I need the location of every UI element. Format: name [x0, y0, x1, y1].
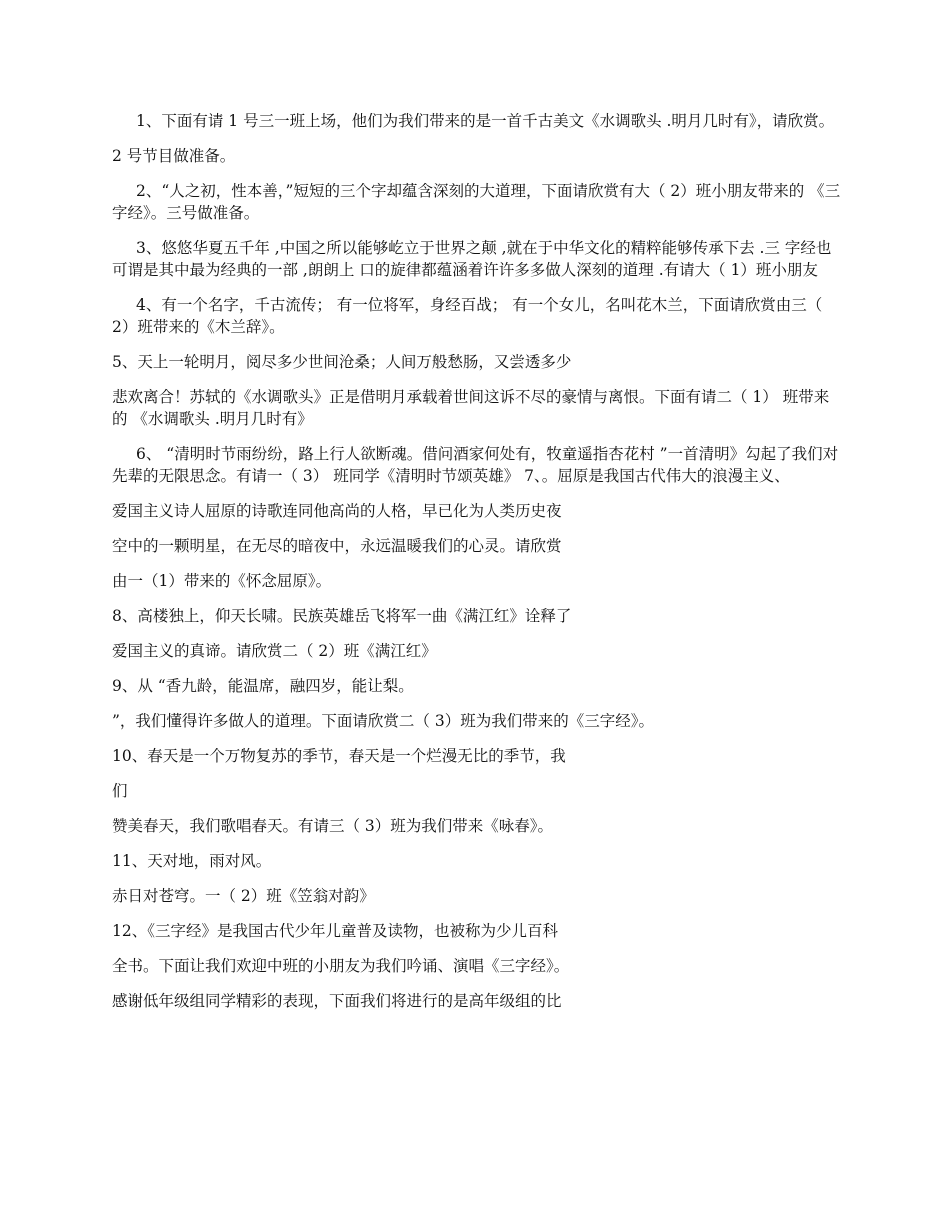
paragraph-12: 8、高楼独上，仰天长啸。民族英雄岳飞将军一曲《满江红》诠释了: [112, 607, 572, 625]
paragraph-20: 赤日对苍穹。一（ 2）班《笠翁对韵》: [112, 887, 375, 905]
paragraph-18: 赞美春天，我们歌唱春天。有请三（ 3）班为我们带来《咏春》。: [112, 817, 554, 835]
paragraph-2: 2 号节目做准备。: [112, 147, 236, 165]
paragraph-19: 11、天对地，雨对风。: [112, 852, 272, 870]
paragraph-16: 10、春天是一个万物复苏的季节，春天是一个烂漫无比的季节，我: [112, 747, 566, 765]
paragraph-5: 4、有一个名字，千古流传； 有一位将军，身经百战； 有一个女儿，名叫花木兰，下面请欣赏由三（ 2）班带来的《木兰辞》。: [112, 296, 823, 336]
paragraph-7: 悲欢离合！苏轼的《水调歌头》正是借明月承载着世间这诉不尽的豪情与离恨。下面有请二（ 1） 班带来的 《水调歌头 .明月几时有》: [112, 388, 830, 428]
paragraph-4: 3、悠悠华夏五千年 ,中国之所以能够屹立于世界之颠 ,就在于中华文化的精粹能够传承下去 .三 字经也可谓是其中最为经典的一部 ,朗朗上 口的旋律都蕴涵着许许多多做人深刻的道理 .有请大（ 1）班小朋友: [112, 239, 832, 279]
paragraph-9: 爱国主义诗人屈原的诗歌连同他高尚的人格，早已化为人类历史夜: [112, 502, 562, 520]
paragraph-3: 2、“人之初，性本善，”短短的三个字却蕴含深刻的大道理，下面请欣赏有大（ 2）班小朋友带来的 《三字经》。三号做准备。: [112, 182, 841, 222]
paragraph-21: 12、《三字经》是我国古代少年儿童普及读物，也被称为少儿百科: [112, 922, 558, 940]
document-body: [112, 110, 842, 1025]
paragraph-6: 5、天上一轮明月，阅尽多少世间沧桑；人间万般愁肠，又尝透多少: [112, 353, 572, 371]
paragraph-17: 们: [112, 782, 128, 800]
paragraph-10: 空中的一颗明星，在无尽的暗夜中，永远温暖我们的心灵。请欣赏: [112, 537, 562, 555]
paragraph-14: 9、从 “香九龄，能温席，融四岁，能让梨。: [112, 677, 414, 695]
paragraph-1: 1、下面有请 1 号三一班上场，他们为我们带来的是一首千古美文《水调歌头 .明月几时有》，请欣赏。: [136, 112, 835, 130]
paragraph-11: 由一（1）带来的《怀念屈原》。: [112, 572, 332, 590]
paragraph-8: 6、 “清明时节雨纷纷，路上行人欲断魂。借问酒家何处有，牧童遥指杏花村 ”一首清明》勾起了我们对先辈的无限思念。有请一（ 3） 班同学《清明时节颂英雄》 7、。屈原是我国古代伟大的浪漫主义、: [112, 445, 839, 485]
paragraph-13: 爱国主义的真谛。请欣赏二（ 2）班《满江红》: [112, 642, 437, 660]
paragraph-22: 全书。下面让我们欢迎中班的小朋友为我们吟诵、演唱《三字经》。: [112, 957, 570, 975]
paragraph-23: 感谢低年级组同学精彩的表现，下面我们将进行的是高年级组的比: [112, 992, 562, 1010]
paragraph-15: ”，我们懂得许多做人的道理。下面请欣赏二（ 3）班为我们带来的《三字经》。: [112, 712, 654, 730]
